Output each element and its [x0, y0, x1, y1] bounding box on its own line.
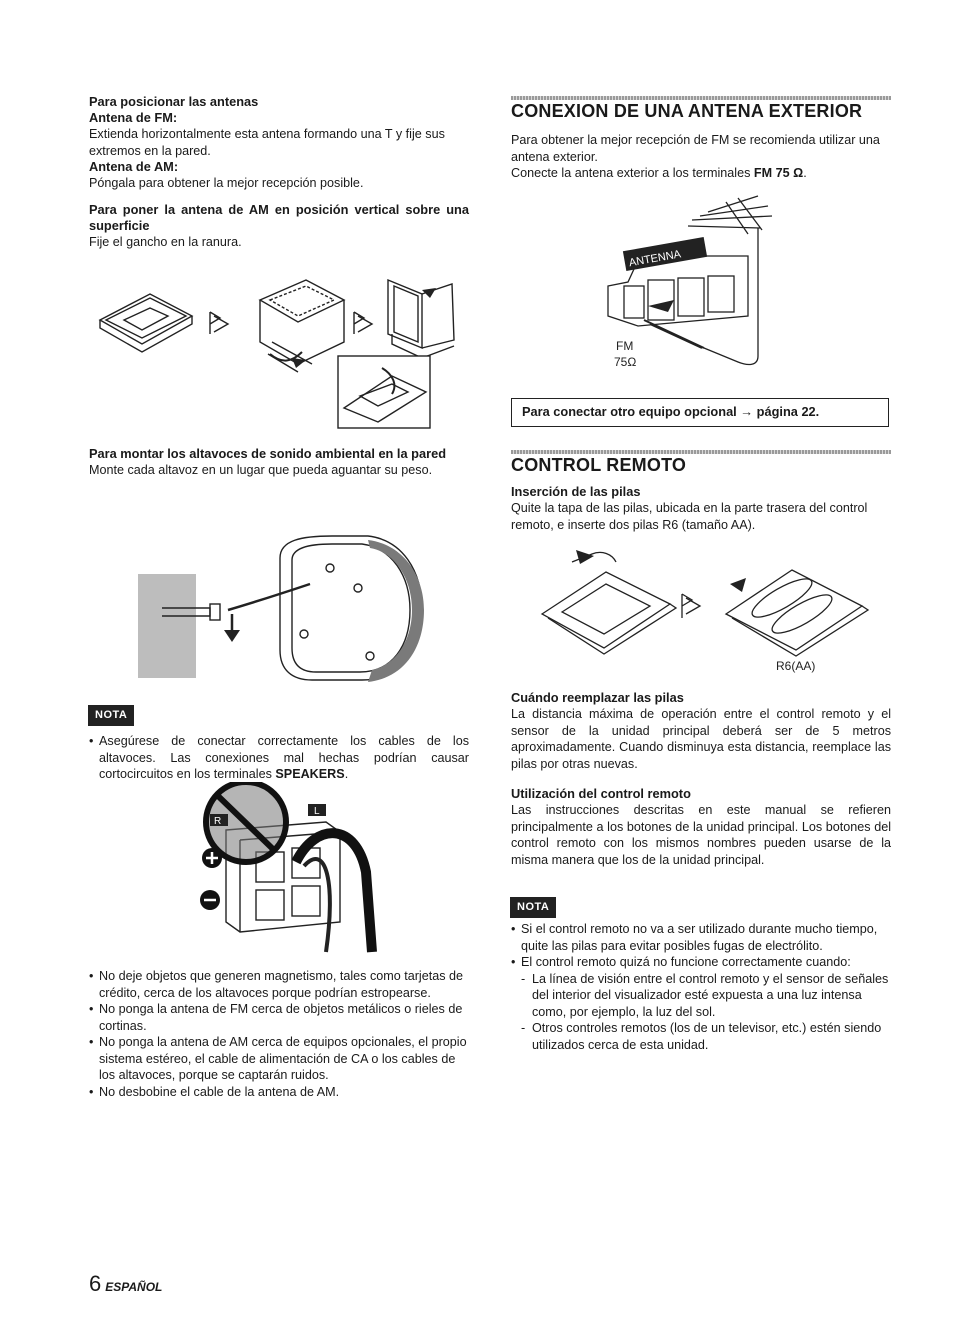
nota-badge: NOTA [511, 898, 555, 917]
left-bullets-section [89, 968, 469, 1100]
vertical-text: Fije el gancho en la ranura. [89, 234, 242, 249]
wall-mount-illustration [132, 530, 432, 700]
vertical-heading: Para poner la antena de AM en posición vertical sobre una superficie [89, 201, 469, 233]
fm-heading: Antena de FM: [89, 110, 178, 125]
exterior-p2a: Conecte la antena exterior a los terminales [511, 166, 754, 180]
optional-equipment-box [511, 398, 889, 427]
left-column [89, 94, 469, 250]
left-bullet-list [89, 968, 469, 1100]
fm-text: Extienda horizontalmente esta antena formando una T y fije sus extremos en la pared. [89, 127, 445, 158]
use-text: Las instrucciones descritas en este manual se refieren principalmente a los botones de la unidad principal. Los botones del control remoto con los mismos nombres pueden usarse de la misma manera que los de la unidad principal. [511, 803, 891, 867]
antennas-heading: Para posicionar las antenas [89, 94, 259, 109]
fm-terminal-label: FM [616, 339, 634, 353]
battery-illustration [532, 544, 872, 676]
exterior-p2c: . [803, 166, 807, 180]
exterior-antenna-illustration [588, 186, 778, 374]
exterior-paragraph-1: Para obtener la mejor recepción de FM se recomienda utilizar una antena exterior. [511, 133, 880, 164]
remote-title: CONTROL REMOTO [511, 455, 687, 475]
am-antenna-illustration [92, 272, 472, 432]
antenna-label: ANTENNA [628, 248, 682, 270]
mount-heading: Para montar los altavoces de sonido ambiental en la pared [89, 446, 447, 461]
remote-section [511, 450, 891, 533]
list-item: • No ponga la antena de FM cerca de objetos metálicos o rieles de cortinas. [89, 1001, 469, 1034]
am-heading: Antena de AM: [89, 159, 179, 174]
right-nota-list [511, 921, 891, 971]
use-heading: Utilización del control remoto [511, 786, 691, 801]
exterior-paragraph-2 [511, 165, 891, 182]
replace-section [511, 690, 891, 868]
page-footer [89, 1271, 163, 1296]
nota-text-a: Asegúrese de conectar correctamente los cables de los altavoces. Las conexiones mal hechas podrían causar cortocircuitos en los terminales [99, 734, 469, 781]
right-nota-dash-list [511, 971, 891, 1054]
page-number: 6 [89, 1271, 102, 1296]
am-text: Póngala para obtener la mejor recepción posible. [89, 176, 364, 190]
nota-badge: NOTA [89, 706, 133, 725]
list-item: • El control remoto quizá no funcione correctamente cuando: [511, 954, 891, 971]
nota-text-c: . [344, 767, 349, 781]
mount-text: Monte cada altavoz en un lugar que pueda aguantar su peso. [89, 463, 433, 477]
exterior-fm-terminal: FM 75 Ω [753, 166, 804, 180]
list-item: • No ponga la antena de AM cerca de equipos opcionales, el propio sistema estéreo, el cable de alimentación de CA o los cables de los altavoces, porque se captarán ruidos. [89, 1034, 469, 1084]
language-label: ESPAÑOL [105, 1280, 163, 1294]
list-item: - Otros controles remotos (los de un televisor, etc.) estén siendo utilizados cerca de esta unidad. [521, 1020, 891, 1053]
right-nota-section [511, 898, 891, 1053]
list-item: • No deje objetos que generen magnetismo, tales como tarjetas de crédito, cerca de los altavoces porque podrían estropearse. [89, 968, 469, 1001]
optional-equipment-note: Para conectar otro equipo opcional → página 22. [511, 398, 889, 427]
ohm-label: 75Ω [614, 355, 637, 369]
insert-text: Quite la tapa de las pilas, ubicada en la parte trasera del control remoto, e inserte dos pilas R6 (tamaño AA). [511, 501, 868, 532]
list-item: • No desbobine el cable de la antena de AM. [89, 1084, 469, 1101]
speaker-terminal-illustration [176, 782, 396, 954]
exterior-antenna-section [511, 96, 891, 182]
replace-heading: Cuándo reemplazar las pilas [511, 690, 684, 705]
nota-text-speakers: SPEAKERS [275, 767, 345, 781]
list-item: - La línea de visión entre el control remoto y el sensor de señales del interior del visualizador esté expuesta a una luz intensa como, por ejemplo, la luz del sol. [521, 971, 891, 1021]
left-nota-item [89, 733, 469, 783]
mount-section [89, 446, 469, 479]
replace-text: La distancia máxima de operación entre el control remoto y el sensor de la unidad principal deberá ser de 5 metros aproximadamente. Cuando disminuya esta distancia, reemplace las pilas por otras nuevas. [511, 707, 891, 771]
speaker-label-l: L [314, 806, 320, 817]
list-item: • Si el control remoto no va a ser utilizado durante mucho tiempo, quite las pilas para evitar posibles fugas de electrólito. [511, 921, 891, 954]
insert-heading: Inserción de las pilas [511, 484, 641, 499]
exterior-title: CONEXION DE UNA ANTENA EXTERIOR [511, 101, 863, 121]
battery-label: R6(AA) [776, 659, 816, 673]
speaker-label-r: R [214, 816, 222, 827]
left-nota-list [89, 733, 469, 783]
left-nota-section [89, 706, 469, 783]
